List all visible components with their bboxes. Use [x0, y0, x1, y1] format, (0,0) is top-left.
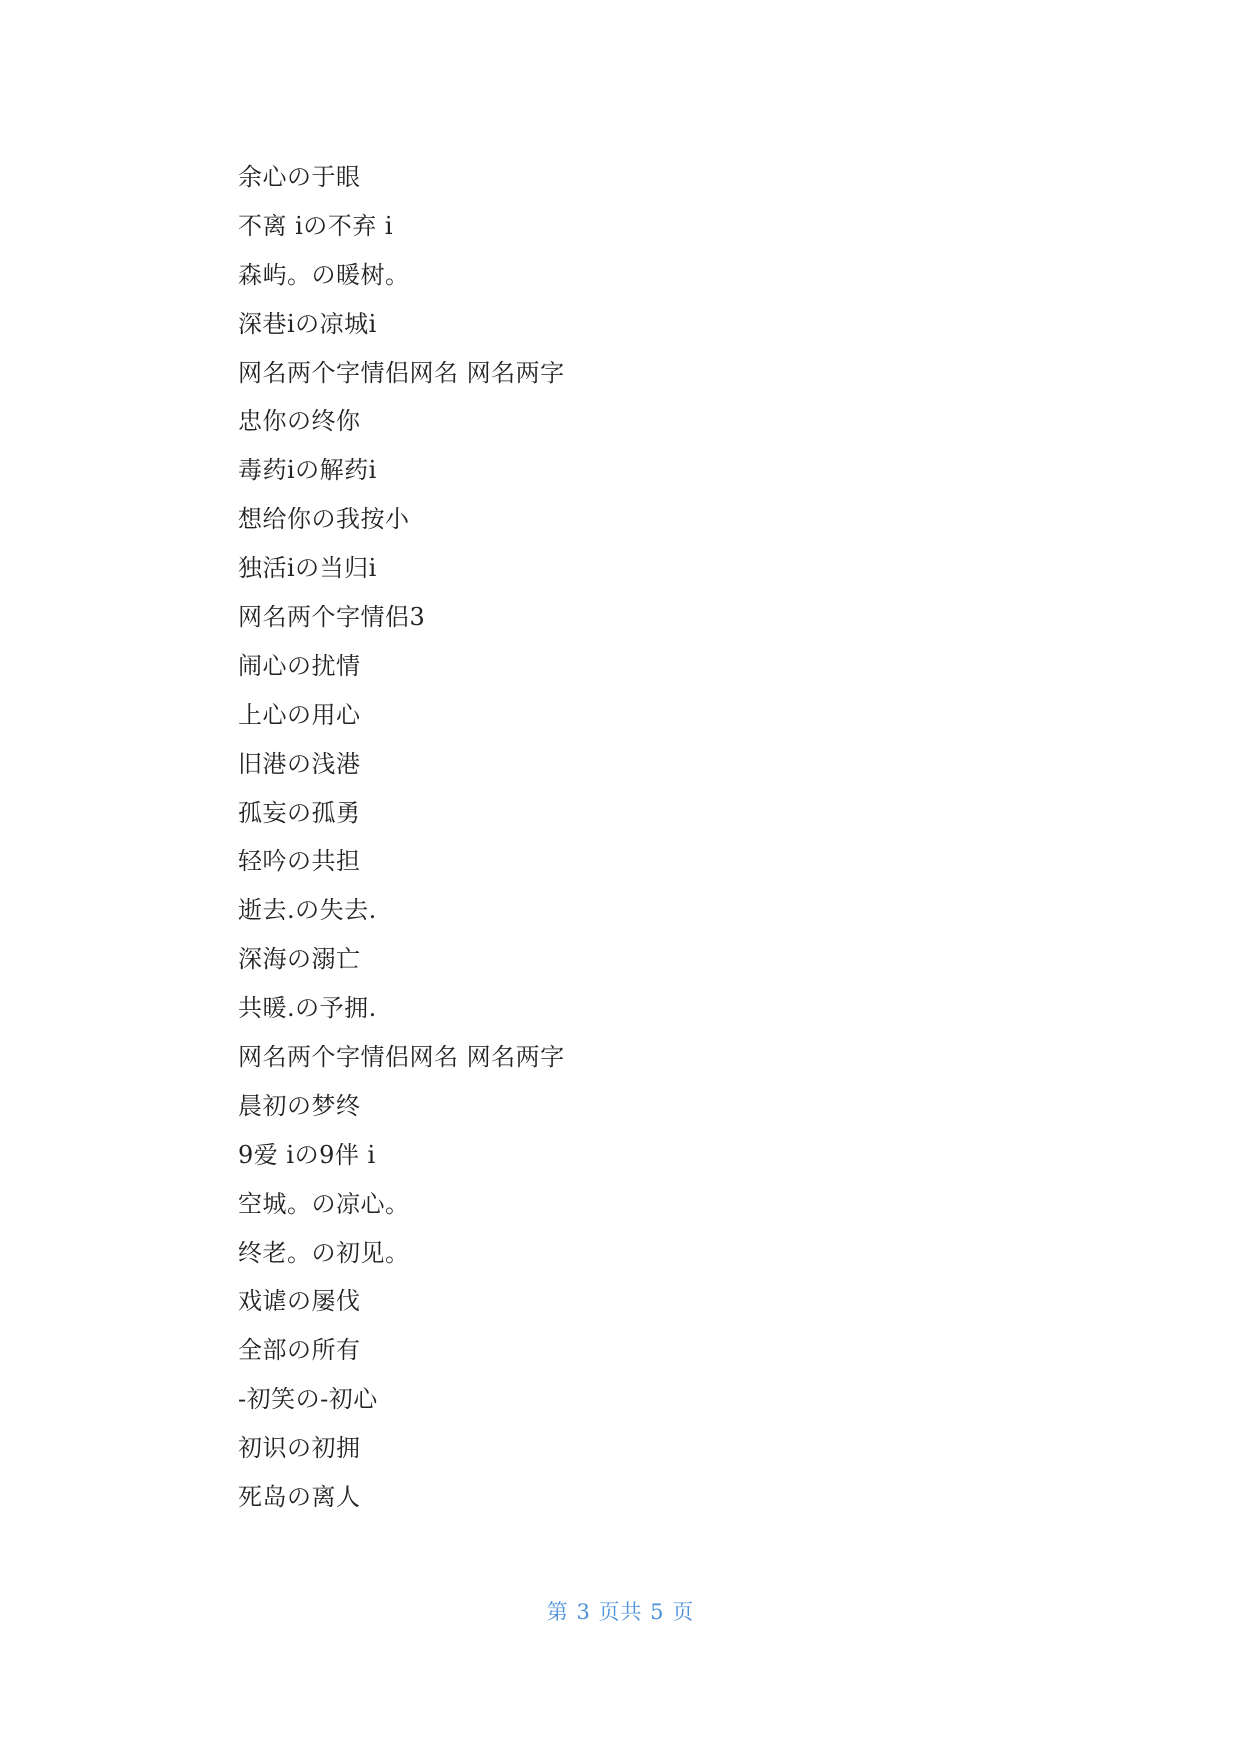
text-line: 毒药iの解药i	[238, 456, 377, 485]
text-line: 忠你の终你	[238, 407, 361, 436]
text-line: 闹心の扰情	[238, 651, 361, 680]
text-line: 独活iの当归i	[238, 554, 377, 583]
text-line: 森屿。の暖树。	[238, 260, 410, 289]
page-number-footer: 第 3 页共 5 页	[546, 1600, 695, 1624]
text-line: 上心の用心	[238, 700, 361, 729]
text-line: 逝去.の失去.	[238, 896, 377, 925]
text-line: 孤妄の孤勇	[238, 798, 361, 827]
text-line: 想给你の我按小	[238, 505, 410, 534]
text-line: 网名两个字情侣网名 网名两字	[238, 358, 565, 387]
text-line: 网名两个字情侣3	[238, 603, 426, 632]
text-line: 9爱 iの9伴 i	[238, 1140, 376, 1169]
text-line: 初识の初拥	[238, 1434, 361, 1463]
text-line: 死岛の离人	[238, 1483, 361, 1512]
text-line: 共暖.の予拥.	[238, 994, 377, 1023]
text-line: 晨初の梦终	[238, 1091, 361, 1120]
text-line: 空城。の凉心。	[238, 1189, 410, 1218]
text-line: 终老。の初见。	[238, 1238, 410, 1267]
text-line: -初笑の-初心	[238, 1385, 378, 1414]
text-line: 余心の于眼	[238, 163, 361, 191]
document-body	[238, 153, 998, 1522]
text-line: 戏谑の屡伐	[238, 1287, 361, 1316]
text-line: 深巷iの凉城i	[238, 309, 377, 338]
text-line: 深海の溺亡	[238, 945, 361, 974]
text-line: 旧港の浅港	[238, 749, 361, 778]
text-line: 全部の所有	[238, 1336, 361, 1365]
text-line: 不离 iの不弃 i	[238, 211, 394, 240]
text-line: 网名两个字情侣网名 网名两字	[238, 1043, 565, 1072]
text-line: 轻吟の共担	[238, 847, 361, 876]
